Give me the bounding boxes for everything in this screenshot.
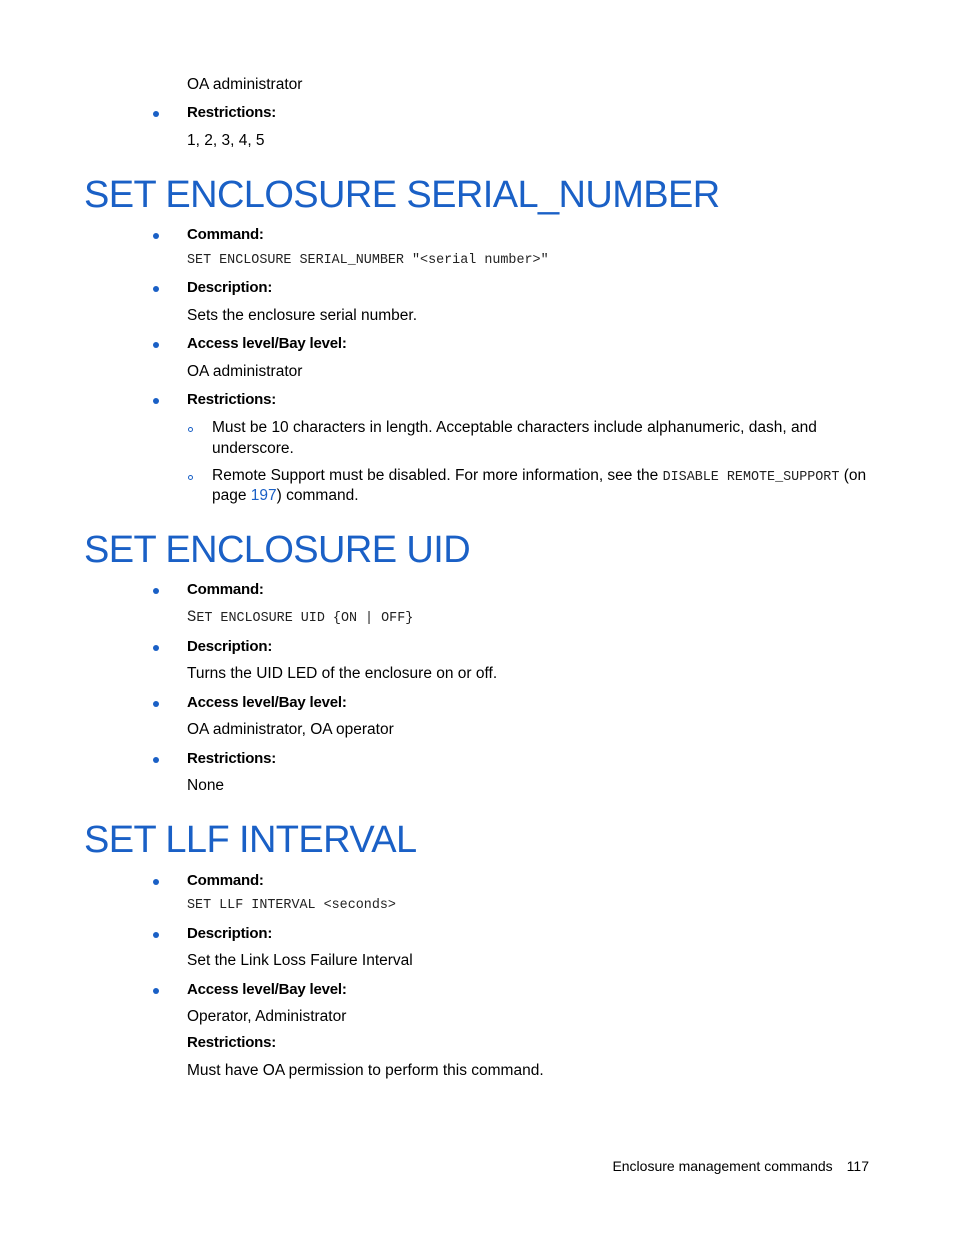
bullet-icon [153,233,159,239]
s2-description-label: Description: [187,638,273,655]
s1-command-label: Command: [187,226,264,243]
s1-description-label: Description: [187,279,273,296]
top-restrictions-label: Restrictions: [187,104,277,121]
s1-restrictions-label: Restrictions: [187,391,277,408]
s2-command-first: S [187,608,197,626]
s1-restriction-2-code: DISABLE REMOTE_SUPPORT [662,470,840,485]
section-title-enclosure-uid: SET ENCLOSURE UID [84,529,471,571]
bullet-icon [153,879,159,885]
bullet-icon [153,398,159,404]
s2-restrictions-label: Restrictions: [187,750,277,767]
bullet-icon [153,757,159,763]
s2-command-rest: ET ENCLOSURE UID {ON | OFF} [196,611,414,626]
bullet-icon [153,588,159,594]
s2-access-value: OA administrator, OA operator [187,721,394,738]
s3-restrictions-value: Must have OA permission to perform this command. [187,1062,544,1079]
bullet-icon [153,111,159,117]
page-footer [612,1158,869,1174]
top-restrictions-value: 1, 2, 3, 4, 5 [187,132,265,149]
bullet-icon [153,342,159,348]
s3-command-label: Command: [187,872,264,889]
s1-description-value: Sets the enclosure serial number. [187,307,418,324]
s1-command-value: SET ENCLOSURE SERIAL_NUMBER "<serial number>" [187,253,549,268]
s2-command-value [187,608,413,626]
top-access-value: OA administrator [187,76,303,93]
bullet-icon [153,988,159,994]
bullet-icon [153,645,159,651]
s2-description-value: Turns the UID LED of the enclosure on or off. [187,665,498,682]
s3-command-value: SET LLF INTERVAL <seconds> [187,898,396,913]
bullet-icon [153,701,159,707]
s1-access-label: Access level/Bay level: [187,335,347,352]
s1-restriction-2-post: (on [839,467,867,484]
sub-bullet-icon [188,427,193,432]
page-number: 117 [846,1158,869,1174]
s2-restrictions-value: None [187,777,225,794]
page-link[interactable]: 197 [250,487,277,504]
section-title-serial-number: SET ENCLOSURE SERIAL_NUMBER [84,174,720,216]
section-title-llf-interval: SET LLF INTERVAL [84,819,417,861]
bullet-icon [153,932,159,938]
s1-restriction-2-page-text: page [212,487,251,504]
bullet-icon [153,286,159,292]
s2-access-label: Access level/Bay level: [187,694,347,711]
s1-restriction-2-end: ) command. [276,487,359,504]
footer-section: Enclosure management commands [612,1158,833,1174]
s1-access-value: OA administrator [187,363,303,380]
s3-access-value: Operator, Administrator [187,1008,347,1025]
s3-description-label: Description: [187,925,273,942]
s1-restriction-2-line2 [212,486,359,506]
s2-command-label: Command: [187,581,264,598]
s3-restrictions-label: Restrictions: [187,1034,277,1051]
s1-restriction-1-line2: underscore. [212,440,294,457]
s3-access-label: Access level/Bay level: [187,981,347,998]
s1-restriction-1-line1: Must be 10 characters in length. Acceptable characters include alphanumeric, dash, and [212,419,817,436]
s1-restriction-2-line1 [212,466,866,488]
s1-restriction-2-text: Remote Support must be disabled. For more information, see the [212,467,663,484]
sub-bullet-icon [188,475,193,480]
s3-description-value: Set the Link Loss Failure Interval [187,952,413,969]
